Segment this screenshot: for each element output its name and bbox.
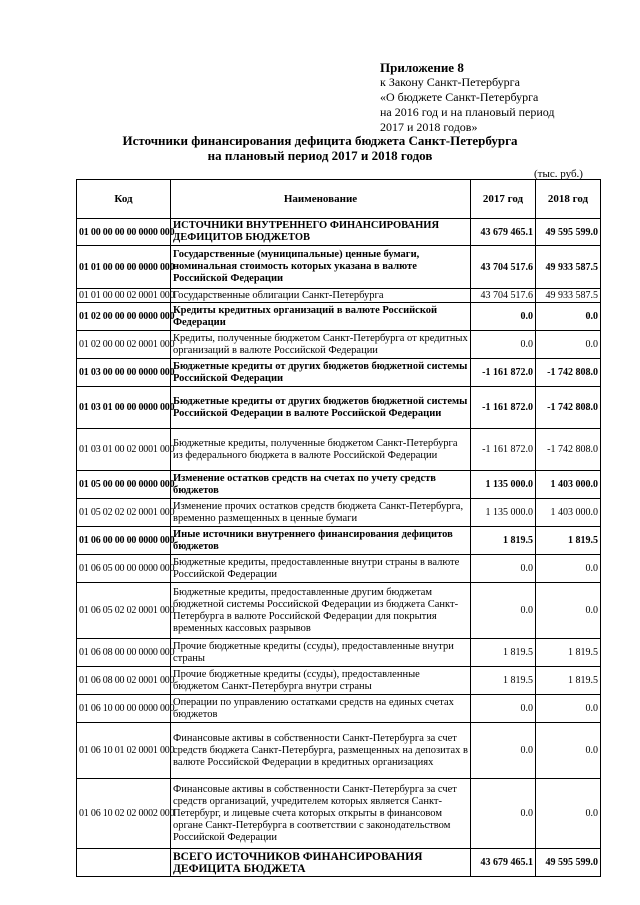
title-line-1: Источники финансирования дефицита бюджета Санкт-Петербурга xyxy=(122,133,518,148)
row-name: Бюджетные кредиты от других бюджетов бюджетной системы Российской Федерации xyxy=(171,359,471,387)
row-name: Кредиты кредитных организаций в валюте Российской Федерации xyxy=(171,303,471,331)
table-row xyxy=(77,303,601,331)
row-name: ИСТОЧНИКИ ВНУТРЕННЕГО ФИНАНСИРОВАНИЯ ДЕФИЦИТОВ БЮДЖЕТОВ xyxy=(171,219,471,246)
table-row xyxy=(77,219,601,246)
row-name: Иные источники внутреннего финансирования дефицитов бюджетов xyxy=(171,527,471,555)
row-code: 01 06 05 00 00 0000 000 xyxy=(77,555,171,583)
appendix-line: на 2016 год и на плановый период xyxy=(380,105,555,119)
row-name: ВСЕГО ИСТОЧНИКОВ ФИНАНСИРОВАНИЯ ДЕФИЦИТА БЮДЖЕТА xyxy=(171,849,471,877)
title-line-2: на плановый период 2017 и 2018 годов xyxy=(207,148,433,163)
row-code: 01 06 08 00 02 0001 000 xyxy=(77,667,171,695)
row-code: 01 02 00 00 02 0001 000 xyxy=(77,331,171,359)
row-value-2017: 0.0 xyxy=(471,583,536,639)
table-row xyxy=(77,667,601,695)
row-name: Прочие бюджетные кредиты (ссуды), предоставленные бюджетом Санкт-Петербурга внутри страны xyxy=(171,667,471,695)
row-name: Государственные облигации Санкт-Петербурга xyxy=(171,289,471,303)
row-value-2017: 43 679 465.1 xyxy=(471,219,536,246)
row-code: 01 06 10 02 02 0002 000 xyxy=(77,779,171,849)
row-value-2017: 0.0 xyxy=(471,695,536,723)
row-value-2017: 43 704 517.6 xyxy=(471,246,536,289)
row-value-2018: 0.0 xyxy=(536,583,601,639)
appendix-line: «О бюджете Санкт-Петербурга xyxy=(380,90,539,104)
row-code: 01 03 00 00 00 0000 000 xyxy=(77,359,171,387)
row-value-2018: 0.0 xyxy=(536,723,601,779)
table-row xyxy=(77,583,601,639)
table-row xyxy=(77,527,601,555)
table-row xyxy=(77,639,601,667)
appendix-line: к Закону Санкт-Петербурга xyxy=(380,75,520,89)
row-name: Бюджетные кредиты от других бюджетов бюджетной системы Российской Федерации в валюте Российской Федерации xyxy=(171,387,471,429)
row-name: Государственные (муниципальные) ценные бумаги, номинальная стоимость которых указана в валюте Российской Федерации xyxy=(171,246,471,289)
table-row xyxy=(77,331,601,359)
row-code: 01 00 00 00 00 0000 000 xyxy=(77,219,171,246)
row-name: Финансовые активы в собственности Санкт-Петербурга за счет средств бюджета Санкт-Петербурга, размещенных на депозитах в валюте Российской Федерации в кредитных организациях xyxy=(171,723,471,779)
appendix-title: Приложение 8 xyxy=(380,60,464,75)
row-value-2018: -1 742 808.0 xyxy=(536,387,601,429)
row-value-2017: 0.0 xyxy=(471,779,536,849)
table-row xyxy=(77,723,601,779)
table-row xyxy=(77,695,601,723)
row-code: 01 05 02 02 02 0001 000 xyxy=(77,499,171,527)
row-value-2017: 1 135 000.0 xyxy=(471,471,536,499)
table-row xyxy=(77,471,601,499)
row-value-2017: 1 819.5 xyxy=(471,527,536,555)
row-value-2018: 1 819.5 xyxy=(536,527,601,555)
header-2018: 2018 год xyxy=(536,180,601,219)
table-row xyxy=(77,779,601,849)
row-name: Прочие бюджетные кредиты (ссуды), предоставленные внутри страны xyxy=(171,639,471,667)
row-name: Бюджетные кредиты, полученные бюджетом Санкт-Петербурга из федерального бюджета в валюте Российской Федерации xyxy=(171,429,471,471)
row-code: 01 01 00 00 02 0001 000 xyxy=(77,289,171,303)
units-label: (тыс. руб.) xyxy=(534,168,583,180)
table-row xyxy=(77,246,601,289)
row-value-2018: 0.0 xyxy=(536,331,601,359)
row-value-2018: -1 742 808.0 xyxy=(536,429,601,471)
table-row xyxy=(77,555,601,583)
row-value-2017: -1 161 872.0 xyxy=(471,429,536,471)
table-row xyxy=(77,359,601,387)
row-name: Изменение прочих остатков средств бюджета Санкт-Петербурга, временно размещенных в ценные бумаги xyxy=(171,499,471,527)
document-title xyxy=(60,133,580,163)
header-code: Код xyxy=(77,180,171,219)
header-name: Наименование xyxy=(171,180,471,219)
row-code: 01 01 00 00 00 0000 000 xyxy=(77,246,171,289)
row-name: Изменение остатков средств на счетах по учету средств бюджетов xyxy=(171,471,471,499)
row-name: Финансовые активы в собственности Санкт-Петербурга за счет средств организаций, учредителем которых является Санкт-Петербург, и лицевые счета которых открыты в финансовом органе Санкт-Петербурга в соответствии с законодательством Российской Федерации xyxy=(171,779,471,849)
table-total-row xyxy=(77,849,601,877)
row-code xyxy=(77,849,171,877)
row-code: 01 06 00 00 00 0000 000 xyxy=(77,527,171,555)
row-value-2017: -1 161 872.0 xyxy=(471,387,536,429)
header-2017: 2017 год xyxy=(471,180,536,219)
row-value-2017: 0.0 xyxy=(471,555,536,583)
row-value-2018: 49 595 599.0 xyxy=(536,849,601,877)
row-value-2018: -1 742 808.0 xyxy=(536,359,601,387)
row-value-2018: 0.0 xyxy=(536,303,601,331)
table-row xyxy=(77,429,601,471)
row-value-2017: 43 679 465.1 xyxy=(471,849,536,877)
row-value-2017: 1 819.5 xyxy=(471,667,536,695)
row-value-2017: 0.0 xyxy=(471,331,536,359)
row-value-2018: 0.0 xyxy=(536,695,601,723)
row-value-2018: 1 819.5 xyxy=(536,639,601,667)
appendix-block xyxy=(380,60,620,135)
table-row xyxy=(77,289,601,303)
row-code: 01 06 10 00 00 0000 000 xyxy=(77,695,171,723)
row-code: 01 06 10 01 02 0001 000 xyxy=(77,723,171,779)
financing-sources-table xyxy=(76,179,601,877)
row-value-2017: 43 704 517.6 xyxy=(471,289,536,303)
table-row xyxy=(77,499,601,527)
row-value-2017: 1 135 000.0 xyxy=(471,499,536,527)
row-value-2018: 49 933 587.5 xyxy=(536,246,601,289)
row-name: Бюджетные кредиты, предоставленные другим бюджетам бюджетной системы Российской Федерации из бюджета Санкт-Петербурга в валюте Российской Федерации для покрытия временных кассовых разрывов xyxy=(171,583,471,639)
table-header-row xyxy=(77,180,601,219)
row-name: Бюджетные кредиты, предоставленные внутри страны в валюте Российской Федерации xyxy=(171,555,471,583)
row-code: 01 03 01 00 00 0000 000 xyxy=(77,387,171,429)
row-code: 01 02 00 00 00 0000 000 xyxy=(77,303,171,331)
row-value-2018: 1 403 000.0 xyxy=(536,499,601,527)
row-value-2018: 0.0 xyxy=(536,555,601,583)
row-name: Кредиты, полученные бюджетом Санкт-Петербурга от кредитных организаций в валюте Российской Федерации xyxy=(171,331,471,359)
row-value-2017: -1 161 872.0 xyxy=(471,359,536,387)
table-row xyxy=(77,387,601,429)
row-code: 01 05 00 00 00 0000 000 xyxy=(77,471,171,499)
row-value-2018: 0.0 xyxy=(536,779,601,849)
row-value-2018: 1 403 000.0 xyxy=(536,471,601,499)
row-code: 01 06 08 00 00 0000 000 xyxy=(77,639,171,667)
row-value-2017: 1 819.5 xyxy=(471,639,536,667)
row-code: 01 03 01 00 02 0001 000 xyxy=(77,429,171,471)
row-value-2017: 0.0 xyxy=(471,723,536,779)
row-value-2017: 0.0 xyxy=(471,303,536,331)
row-value-2018: 49 933 587.5 xyxy=(536,289,601,303)
row-code: 01 06 05 02 02 0001 000 xyxy=(77,583,171,639)
row-name: Операции по управлению остатками средств на единых счетах бюджетов xyxy=(171,695,471,723)
row-value-2018: 49 595 599.0 xyxy=(536,219,601,246)
table-body xyxy=(77,219,601,877)
row-value-2018: 1 819.5 xyxy=(536,667,601,695)
appendix-line: 2017 и 2018 годов» xyxy=(380,120,478,134)
